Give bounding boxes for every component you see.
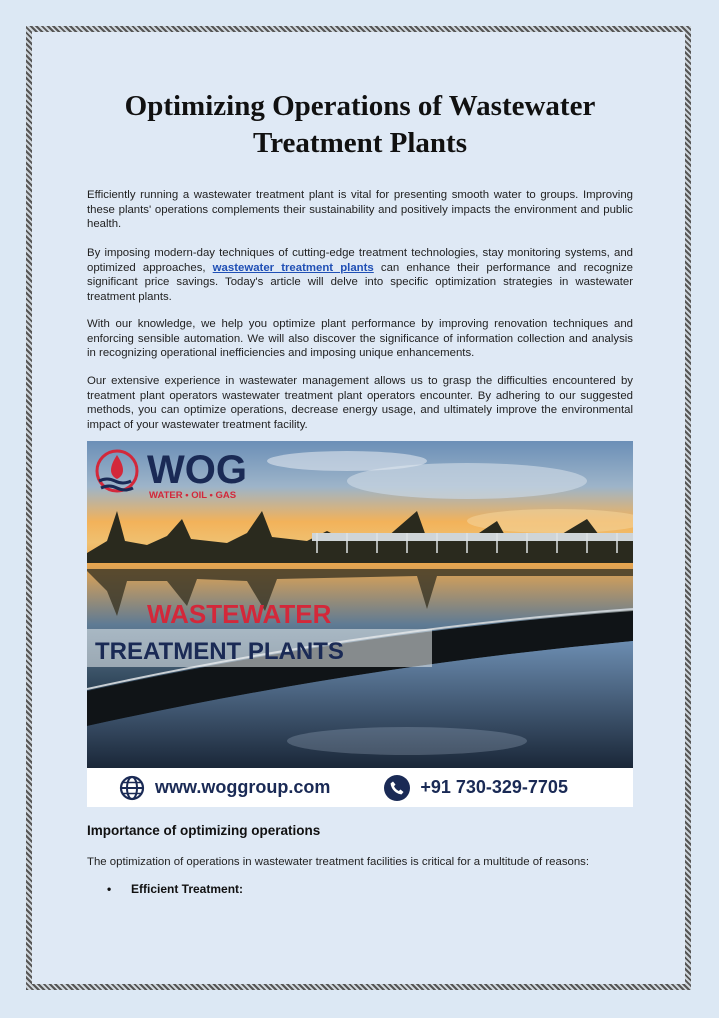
bullet-marker: • bbox=[107, 882, 112, 896]
contact-bar bbox=[87, 768, 633, 807]
logo-name: WOG bbox=[147, 448, 247, 492]
banner-image bbox=[87, 441, 633, 807]
phone-contact bbox=[384, 775, 568, 801]
website-contact bbox=[119, 775, 330, 801]
section-intro: The optimization of operations in wastewater treatment facilities is critical for a multitude of reasons: bbox=[87, 856, 590, 868]
list-item-label: Efficient Treatment: bbox=[131, 882, 244, 896]
paragraph-techniques-text-b: can enhance their performance and recognize significant price savings. Today's article will delve into specific optimization strategies in wastewater treatment plants. bbox=[87, 261, 633, 303]
paragraph-intro: Efficiently running a wastewater treatment plant is vital for presenting smooth water to groups. Improving these plants' operations complements their sustainability and positively impacts the environment and public health. bbox=[87, 189, 633, 231]
banner-headline-2: TREATMENT PLANTS bbox=[95, 638, 344, 665]
section-heading: Importance of optimizing operations bbox=[87, 823, 321, 838]
wastewater-treatment-plants-link[interactable]: wastewater treatment plants bbox=[212, 261, 374, 274]
phone-text: +91 730-329-7705 bbox=[420, 777, 568, 797]
sunset-plant-illustration bbox=[87, 441, 633, 768]
banner-headline-1: WASTEWATER bbox=[147, 599, 332, 629]
logo-tagline: WATER • OIL • GAS bbox=[149, 490, 237, 501]
globe-icon bbox=[119, 775, 145, 801]
paragraph-techniques bbox=[87, 246, 633, 304]
phone-icon bbox=[384, 775, 410, 801]
paragraph-techniques-text-a: By imposing modern-day techniques of cutting-edge treatment technologies, stay monitoring systems, and optimized approaches, bbox=[87, 247, 633, 274]
paragraph-knowledge: With our knowledge, we help you optimize plant performance by improving renovation techniques and enforcing sensible automation. We will also discover the significance of information collection and analysis in recognizing operational inefficiencies and imposing unique enhancements. bbox=[87, 318, 633, 360]
paragraph-experience: Our extensive experience in wastewater management allows us to grasp the difficulties encountered by treatment plant operators wastewater treatment plant operators encounter. By adhering to our suggested methods, you can optimize operations, decrease energy usage, and ultimately improve the environmental impact of your wastewater treatment facility. bbox=[87, 375, 633, 431]
website-text: www.woggroup.com bbox=[155, 777, 331, 797]
page-title: Optimizing Operations of Wastewater Treatment Plants bbox=[124, 90, 596, 159]
